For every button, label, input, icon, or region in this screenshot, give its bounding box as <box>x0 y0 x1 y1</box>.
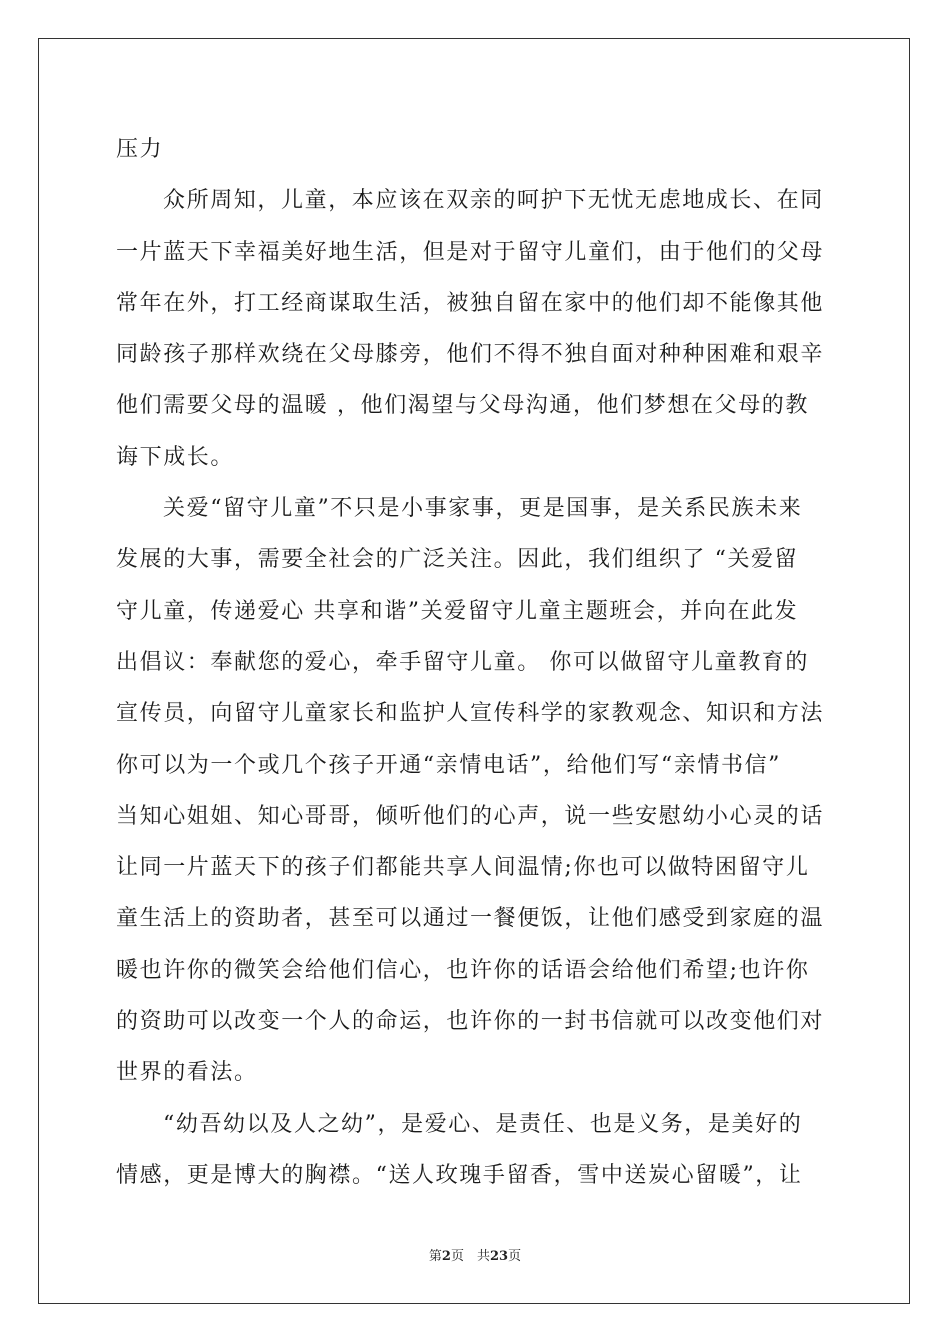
footer-current-page: 2 <box>441 1249 451 1264</box>
text-line: 一片蓝天下幸福美好地生活，但是对于留守儿童们，由于他们的父母 <box>116 239 825 265</box>
text-line: 出倡议：奉献您的爱心，牵手留守儿童。 你可以做留守儿童教育的 <box>116 649 809 675</box>
text-line: 守儿童，传递爱心 共享和谐”关爱留守儿童主题班会，并向在此发 <box>116 598 799 624</box>
text-line: 童生活上的资助者，甚至可以通过一餐便饭，让他们感受到家庭的温 <box>116 906 825 932</box>
paragraph-start-line: “幼吾幼以及人之幼”，是爱心、是责任、也是义务，是美好的 <box>163 1111 803 1137</box>
text-line: 他们需要父母的温暖 ，他们渴望与父母沟通，他们梦想在父母的教 <box>116 393 809 419</box>
text-line: 世界的看法。 <box>116 1060 258 1086</box>
footer-page-mid: 页 共 <box>450 1249 490 1264</box>
text-line: 你可以为一个或几个孩子开通“亲情电话”，给他们写“亲情书信” <box>116 752 781 778</box>
footer-total-pages: 23 <box>489 1249 509 1264</box>
document-body <box>116 124 836 1201</box>
footer-page-prefix: 第 <box>428 1249 442 1264</box>
text-line: 情感，更是博大的胸襟。“送人玫瑰手留香，雪中送炭心留暖”，让 <box>116 1162 803 1188</box>
text-line: 的资助可以改变一个人的命运，也许你的一封书信就可以改变他们对 <box>116 1009 825 1035</box>
footer-page-suffix: 页 <box>508 1249 522 1264</box>
text-line: 常年在外，打工经商谋取生活，被独自留在家中的他们却不能像其他 <box>116 290 825 316</box>
text-line: 当知心姐姐、知心哥哥，倾听他们的心声，说一些安慰幼小心灵的话 <box>116 803 825 829</box>
page-footer <box>0 1245 950 1264</box>
text-line: 发展的大事，需要全社会的广泛关注。因此，我们组织了 “关爱留 <box>116 547 799 573</box>
text-line: 诲下成长。 <box>116 444 235 470</box>
text-line: 暖也许你的微笑会给他们信心，也许你的话语会给他们希望;也许你 <box>116 957 810 983</box>
text-line: 让同一片蓝天下的孩子们都能共享人间温情;你也可以做特困留守儿 <box>116 855 810 881</box>
paragraph-start-line: 关爱“留守儿童”不只是小事家事，更是国事，是关系民族未来 <box>163 496 803 522</box>
text-line: 同龄孩子那样欢绕在父母膝旁，他们不得不独自面对种种困难和艰辛 <box>116 342 825 368</box>
text-line: 压力 <box>116 137 164 162</box>
paragraph-start-line: 众所周知，儿童，本应该在双亲的呵护下无忧无虑地成长、在同 <box>163 188 824 214</box>
text-line: 宣传员，向留守儿童家长和监护人宣传科学的家教观念、知识和方法 <box>116 701 825 727</box>
